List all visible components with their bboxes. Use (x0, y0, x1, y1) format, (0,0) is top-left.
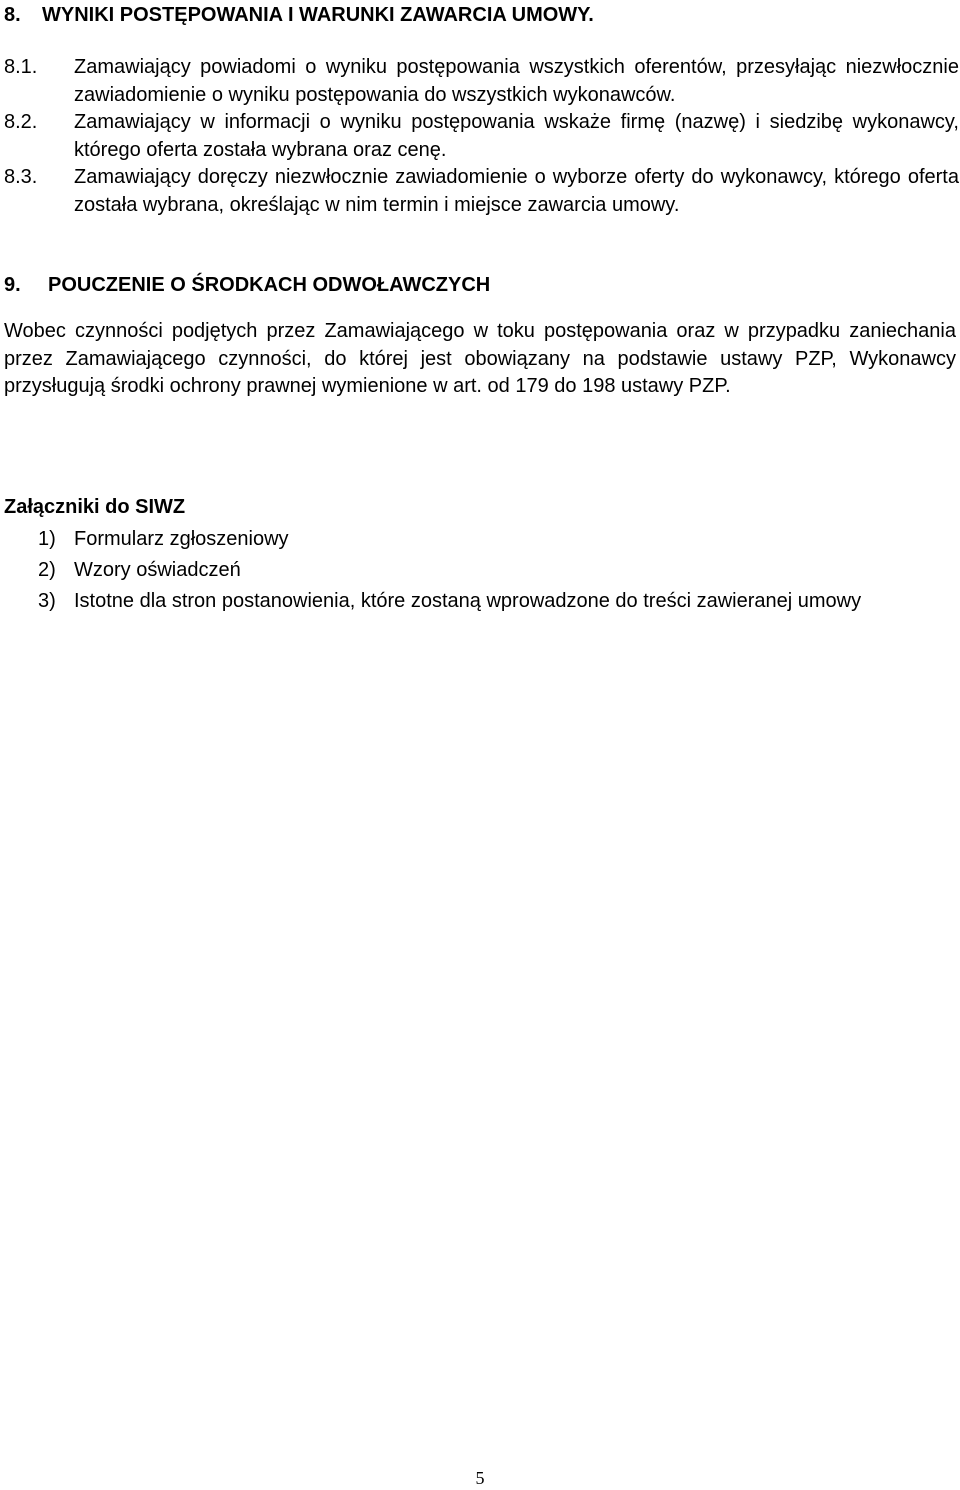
list-item-number: 8.2. (4, 111, 38, 133)
section-8-title: WYNIKI POSTĘPOWANIA I WARUNKI ZAWARCIA UMOWY. (42, 4, 594, 26)
list-item-text: Zamawiający powiadomi o wyniku postępowania wszystkich oferentów, przesyłając niezwłocznie zawiadomienie o wyniku postępowania do wszystkich wykonawców. (74, 56, 959, 106)
list-item (38, 587, 958, 615)
list-item-text: Zamawiający doręczy niezwłocznie zawiadomienie o wyborze oferty do wykonawcy, którego oferta została wybrana, określając w nim termin i miejsce zawarcia umowy. (74, 166, 959, 216)
section-8-number: 8. (4, 4, 21, 26)
list-item-number: 3) (38, 590, 56, 612)
section-9-number: 9. (4, 274, 21, 296)
list-item (4, 164, 959, 219)
section-8-list (4, 54, 959, 219)
attachments-title: Załączniki do SIWZ (4, 496, 186, 518)
list-item (4, 54, 959, 109)
list-item (38, 525, 958, 553)
list-item-number: 2) (38, 559, 56, 581)
list-item-text: Istotne dla stron postanowienia, które zostaną wprowadzone do treści zawieranej umowy (74, 590, 862, 612)
attachments-list (38, 525, 958, 618)
section-9-heading (4, 272, 490, 299)
list-item (4, 109, 959, 164)
section-8-heading (4, 2, 594, 29)
list-item-text: Formularz zgłoszeniowy (74, 528, 289, 550)
section-9-paragraph: Wobec czynności podjętych przez Zamawiającego w toku postępowania oraz w przypadku zaniechania przez Zamawiającego czynności, do której jest obowiązany na podstawie ustawy PZP, Wykonawcy przysługują środki ochrony prawnej wymienione w art. od 179 do 198 ustawy PZP. (4, 320, 956, 397)
list-item-number: 8.1. (4, 56, 38, 78)
list-item-text: Wzory oświadczeń (74, 559, 241, 581)
page-number: 5 (475, 1468, 485, 1488)
list-item (38, 556, 958, 584)
list-item-number: 8.3. (4, 166, 38, 188)
list-item-text: Zamawiający w informacji o wyniku postępowania wskaże firmę (nazwę) i siedzibę wykonawcy, którego oferta została wybrana oraz cenę. (74, 111, 959, 161)
section-9-title: POUCZENIE O ŚRODKACH ODWOŁAWCZYCH (48, 274, 491, 296)
list-item-number: 1) (38, 528, 56, 550)
